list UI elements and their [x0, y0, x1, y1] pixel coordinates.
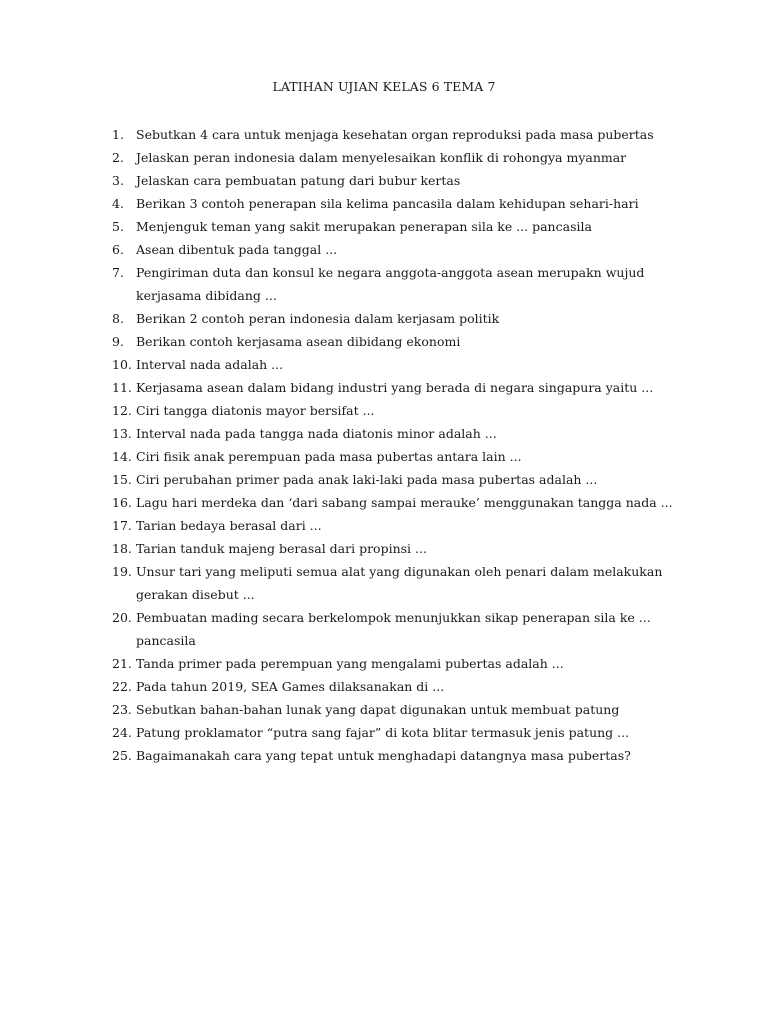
question-number: 4.	[112, 196, 124, 211]
question-number: 21.	[112, 656, 132, 671]
question-item	[112, 744, 692, 767]
question-text-line: Menjenguk teman yang sakit merupakan penerapan sila ke ... pancasila	[136, 219, 592, 234]
question-text	[136, 652, 692, 675]
question-text-line: Kerjasama asean dalam bidang industri yang berada di negara singapura yaitu ...	[136, 380, 654, 395]
question-item	[112, 330, 692, 353]
question-number: 12.	[112, 403, 132, 418]
question-text-line: gerakan disebut ...	[136, 587, 255, 602]
question-text	[136, 445, 692, 468]
question-number: 18.	[112, 541, 132, 556]
question-item	[112, 399, 692, 422]
question-text	[136, 215, 692, 238]
question-text-line: Ciri perubahan primer pada anak laki-laki pada masa pubertas adalah ...	[136, 472, 598, 487]
question-text	[136, 675, 692, 698]
question-item	[112, 146, 692, 169]
question-text-line: Jelaskan peran indonesia dalam menyelesaikan konflik di rohongya myanmar	[136, 150, 627, 165]
question-item	[112, 307, 692, 330]
question-text-line: Bagaimanakah cara yang tepat untuk menghadapi datangnya masa pubertas?	[136, 748, 631, 763]
question-item	[112, 422, 692, 445]
question-text-line: Sebutkan bahan-bahan lunak yang dapat digunakan untuk membuat patung	[136, 702, 620, 717]
question-item	[112, 192, 692, 215]
question-number: 23.	[112, 702, 132, 717]
question-number: 5.	[112, 219, 124, 234]
question-text	[136, 123, 692, 146]
question-text-line: Ciri fisik anak perempuan pada masa pubertas antara lain ...	[136, 449, 522, 464]
question-number: 25.	[112, 748, 132, 763]
question-number: 19.	[112, 564, 132, 579]
question-text	[136, 353, 692, 376]
question-text	[136, 698, 692, 721]
question-text-line: Tanda primer pada perempuan yang mengalami pubertas adalah ...	[136, 656, 564, 671]
question-item	[112, 537, 692, 560]
question-number: 24.	[112, 725, 132, 740]
question-number: 13.	[112, 426, 132, 441]
question-text-line: Tarian tanduk majeng berasal dari propinsi ...	[136, 541, 427, 556]
question-item	[112, 491, 692, 514]
question-item	[112, 445, 692, 468]
question-item	[112, 215, 692, 238]
question-text	[136, 192, 692, 215]
question-text	[136, 238, 692, 261]
question-item	[112, 560, 692, 606]
question-item	[112, 353, 692, 376]
question-text	[136, 376, 692, 399]
question-list	[112, 123, 692, 767]
question-item	[112, 261, 692, 307]
question-text	[136, 491, 692, 514]
question-text	[136, 721, 692, 744]
question-number: 9.	[112, 334, 124, 349]
question-text-line: Ciri tangga diatonis mayor bersifat ...	[136, 403, 375, 418]
question-text	[136, 307, 692, 330]
question-number: 1.	[112, 127, 124, 142]
question-text-line: Pembuatan mading secara berkelompok menunjukkan sikap penerapan sila ke ...	[136, 610, 651, 625]
question-item	[112, 652, 692, 675]
question-item	[112, 721, 692, 744]
question-text-line: Asean dibentuk pada tanggal ...	[136, 242, 338, 257]
question-text	[136, 422, 692, 445]
question-number: 8.	[112, 311, 124, 326]
question-text-line: Berikan 2 contoh peran indonesia dalam kerjasam politik	[136, 311, 500, 326]
question-number: 17.	[112, 518, 132, 533]
question-number: 20.	[112, 610, 132, 625]
question-number: 22.	[112, 679, 132, 694]
question-text	[136, 468, 692, 491]
question-text-line: Pada tahun 2019, SEA Games dilaksanakan di ...	[136, 679, 445, 694]
question-number: 6.	[112, 242, 124, 257]
question-item	[112, 514, 692, 537]
question-item	[112, 606, 692, 652]
question-text-line: kerjasama dibidang ...	[136, 288, 277, 303]
question-text	[136, 560, 692, 606]
question-text-line: pancasila	[136, 633, 196, 648]
question-item	[112, 238, 692, 261]
question-text	[136, 261, 692, 307]
question-number: 16.	[112, 495, 132, 510]
question-item	[112, 169, 692, 192]
question-item	[112, 698, 692, 721]
question-text-line: Interval nada adalah ...	[136, 357, 284, 372]
question-item	[112, 376, 692, 399]
question-number: 14.	[112, 449, 132, 464]
question-text-line: Tarian bedaya berasal dari ...	[136, 518, 322, 533]
question-text	[136, 744, 692, 767]
question-item	[112, 123, 692, 146]
question-number: 7.	[112, 265, 124, 280]
question-text-line: Sebutkan 4 cara untuk menjaga kesehatan organ reproduksi pada masa pubertas	[136, 127, 654, 142]
question-number: 11.	[112, 380, 132, 395]
question-text-line: Lagu hari merdeka dan ‘dari sabang sampai merauke’ menggunakan tangga nada ...	[136, 495, 673, 510]
question-text-line: Jelaskan cara pembuatan patung dari bubur kertas	[136, 173, 461, 188]
question-text-line: Unsur tari yang meliputi semua alat yang digunakan oleh penari dalam melakukan	[136, 564, 663, 579]
question-text	[136, 146, 692, 169]
question-item	[112, 675, 692, 698]
question-number: 10.	[112, 357, 132, 372]
question-text	[136, 330, 692, 353]
question-number: 3.	[112, 173, 124, 188]
question-text-line: Berikan contoh kerjasama asean dibidang ekonomi	[136, 334, 461, 349]
question-text	[136, 514, 692, 537]
question-item	[112, 468, 692, 491]
question-text-line: Interval nada pada tangga nada diatonis minor adalah ...	[136, 426, 497, 441]
question-text-line: Patung proklamator “putra sang fajar” di kota blitar termasuk jenis patung ...	[136, 725, 630, 740]
question-text	[136, 606, 692, 652]
question-text	[136, 537, 692, 560]
question-number: 15.	[112, 472, 132, 487]
question-text	[136, 399, 692, 422]
question-text-line: Berikan 3 contoh penerapan sila kelima pancasila dalam kehidupan sehari-hari	[136, 196, 639, 211]
question-text-line: Pengiriman duta dan konsul ke negara anggota-anggota asean merupakn wujud	[136, 265, 645, 280]
document-title: LATIHAN UJIAN KELAS 6 TEMA 7	[272, 79, 496, 94]
question-text	[136, 169, 692, 192]
question-number: 2.	[112, 150, 124, 165]
